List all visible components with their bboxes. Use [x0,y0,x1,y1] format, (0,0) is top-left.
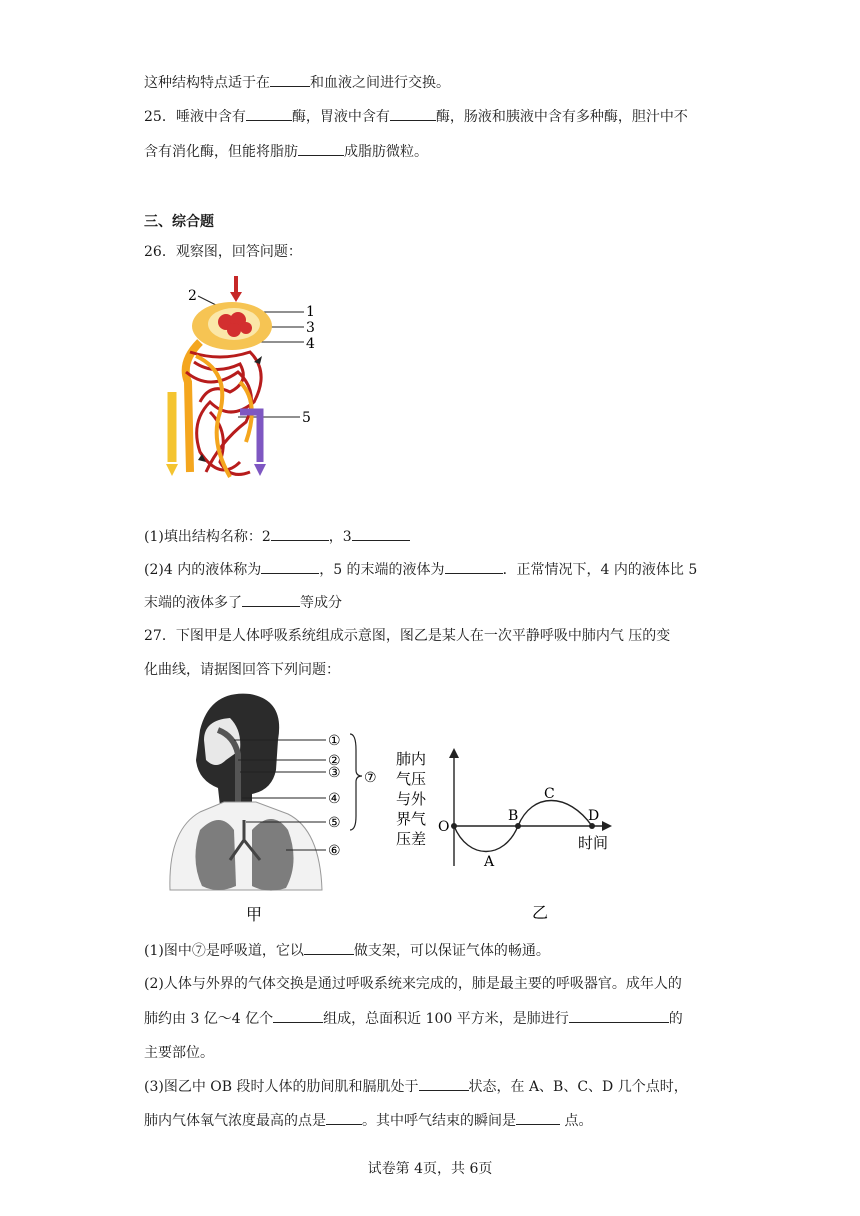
label-1: ① [328,733,341,749]
svg-text:压差: 压差 [396,830,427,848]
label-5: 5 [302,410,311,426]
text: (1)填出结构名称：2 [144,529,271,545]
label-2: 2 [188,288,197,304]
question-27-part-2-line-2 [144,1008,683,1029]
left-lung [195,820,236,890]
text: 等成分 [300,595,342,611]
blank[interactable] [298,141,344,156]
text: ，3 [328,529,352,545]
y-axis-label [396,750,427,848]
text: ．正常情况下，4 内的液体比 5 [502,562,698,578]
text: 这种结构特点适于在 [144,75,270,91]
text: 做支架，可以保证气体的畅通。 [353,943,550,959]
blank[interactable] [419,1076,469,1091]
blank[interactable] [242,592,300,607]
caption-yi: 乙 [532,903,549,922]
arrow-down-icon [166,464,178,476]
question-27-part-2-line-3: 主要部位。 [144,1045,214,1061]
text: 组成，总面积近 100 平方米，是肺进行 [323,1011,569,1027]
question-26-part-1 [144,526,410,547]
caption-jia: 甲 [246,905,263,924]
text: 肺约由 3 亿～4 亿个 [144,1011,274,1027]
question-27-stem-1: 27．下图甲是人体呼吸系统组成示意图，图乙是某人在一次平静呼吸中肺内气 压的变 [144,628,671,644]
label-a: A [484,854,495,870]
text: 点。 [560,1113,593,1129]
blank[interactable] [271,526,329,541]
respiratory-system-figure [160,690,390,930]
blank[interactable] [516,1110,560,1125]
label-b: B [508,808,519,824]
label-6: ⑥ [328,843,341,859]
label-1: 1 [306,304,315,320]
text: 末端的液体多了 [144,595,242,611]
blank[interactable] [304,940,354,955]
label-d: D [588,808,600,824]
text: 成脂肪微粒。 [344,144,428,160]
arrow-down-icon [230,292,242,302]
svg-text:肺内: 肺内 [396,750,427,768]
blank[interactable] [270,72,310,87]
label-c: C [544,786,555,802]
question-25-line-2 [144,141,428,162]
text: 酶，胃液中含有 [291,109,390,125]
text-line-1 [144,72,450,93]
arrow-up-icon [449,748,459,758]
text: (3)图乙中 OB 段时人体的肋间肌和膈肌处于 [144,1079,419,1095]
pressure-curve-figure [392,748,622,930]
svg-text:气压: 气压 [396,770,427,788]
point-o [451,823,457,829]
question-26-part-2-line-2 [144,592,342,613]
text: 状态，在 A、B、C、D 几个点时， [468,1079,688,1095]
text: 和血液之间进行交换。 [310,75,450,91]
question-26-part-2-line-1 [144,559,697,580]
arrow-down-icon [254,464,266,476]
label-3: 3 [306,320,315,336]
question-27-stem-2: 化曲线，请据图回答下列问题： [144,662,340,678]
text: (2)4 内的液体称为 [144,562,262,578]
label-4: 4 [306,336,315,352]
label-o: O [438,819,450,835]
right-lung [252,819,294,891]
label-3: ③ [328,765,341,781]
question-26-stem: 26．观察图，回答问题： [144,244,302,260]
blank[interactable] [352,526,410,541]
svg-text:与外: 与外 [396,790,427,808]
blank[interactable] [445,559,503,574]
blank[interactable] [261,559,319,574]
svg-text:界气: 界气 [396,810,427,828]
blank[interactable] [246,106,292,121]
nephron-figure [150,272,330,494]
text: 含有消化酶，但能将脂肪 [144,144,298,160]
label-7: ⑦ [364,770,377,786]
blank[interactable] [390,106,436,121]
brace [350,734,362,830]
text: 酶，肠液和胰液中含有多种酶，胆汁中不 [435,109,688,125]
text: 的 [668,1011,683,1027]
label-4: ④ [328,791,341,807]
question-27-part-3-line-2 [144,1110,592,1131]
x-axis-label: 时间 [578,834,609,852]
label-2: ② [328,753,341,769]
question-25-line-1 [144,106,688,127]
label-5: ⑤ [328,815,341,831]
section-heading: 三、综合题 [144,214,214,230]
text: 。其中呼气结束的瞬间是 [362,1113,516,1129]
text: 肺内气体氧气浓度最高的点是 [144,1113,326,1129]
blank[interactable] [569,1008,669,1023]
blank[interactable] [273,1008,323,1023]
question-27-part-3-line-1 [144,1076,688,1097]
arrow-right-icon [602,821,612,831]
page-footer: 试卷第 4页，共 6页 [367,1161,493,1177]
tubule [186,342,200,472]
text: 25．唾液中含有 [144,109,246,125]
question-27-part-2-line-1: (2)人体与外界的气体交换是通过呼吸系统来完成的，肺是最主要的呼吸器官。成年人的 [144,976,682,992]
question-27-part-1 [144,940,550,961]
text: (1)图中⑦是呼吸道，它以 [144,943,304,959]
blank[interactable] [326,1110,362,1125]
text: ，5 的末端的液体为 [319,562,445,578]
